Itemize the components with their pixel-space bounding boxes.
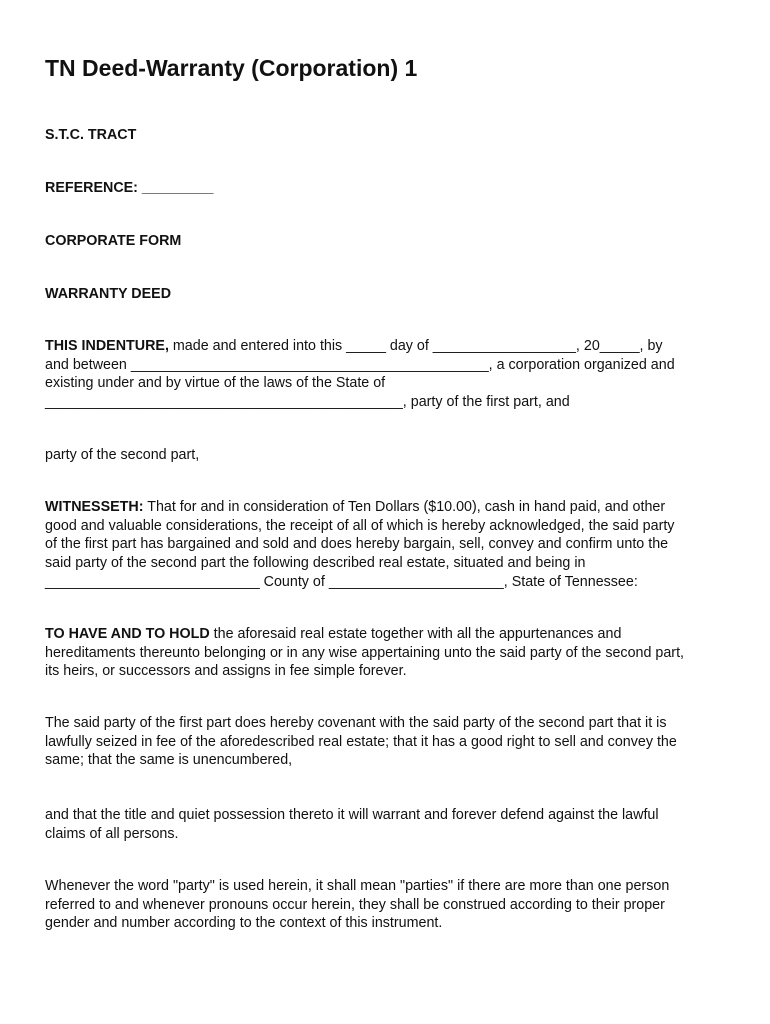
habendum-line-2: hereditaments thereunto belonging or in any wise appertaining unto the said party of the second part, xyxy=(45,644,685,661)
habendum-line-1-text: the aforesaid real estate together with all the appurtenances and xyxy=(209,626,622,642)
construction-line-2: referred to and whenever pronouns occur herein, they shall be construed according to their proper xyxy=(45,896,665,913)
indenture-line-4: _____________________________________________, party of the first part, and xyxy=(45,394,570,411)
warranty-line-2: claims of all persons. xyxy=(45,825,179,842)
witnesseth-line-1 xyxy=(45,498,735,517)
construction-line-3: gender and number according to the context of this instrument. xyxy=(45,915,443,932)
construction-line-1: Whenever the word "party" is used herein, it shall mean "parties" if there are more than one person xyxy=(45,878,670,894)
warranty-deed-heading: WARRANTY DEED xyxy=(45,286,172,302)
covenant-line-2: lawfully seized in fee of the aforedescribed real estate; that it has a good right to sell and convey the xyxy=(45,733,677,750)
second-party-line: party of the second part, xyxy=(45,447,200,463)
indenture-line-1 xyxy=(45,337,735,356)
indenture-line-3: existing under and by virtue of the laws of the State of xyxy=(45,375,386,392)
witnesseth-paragraph xyxy=(45,498,735,592)
habendum-line-3: its heirs, or successors and assigns in fee simple forever. xyxy=(45,663,407,680)
witnesseth-lead: WITNESSETH: xyxy=(45,499,144,515)
witnesseth-line-3: of the first part has bargained and sold and does hereby bargain, sell, convey and confirm unto the xyxy=(45,536,669,553)
construction-paragraph xyxy=(45,877,735,933)
habendum-line-1 xyxy=(45,625,735,644)
indenture-lead: THIS INDENTURE, xyxy=(45,338,169,354)
indenture-line-1-text: made and entered into this _____ day of __________________, 20_____, by xyxy=(168,338,663,354)
covenant-line-1: The said party of the first part does hereby covenant with the said party of the second part that it is xyxy=(45,715,667,731)
tract-heading: S.T.C. TRACT xyxy=(45,127,137,143)
covenant-paragraph xyxy=(45,714,735,770)
covenant-line-3: same; that the same is unencumbered, xyxy=(45,752,293,769)
witnesseth-line-2: good and valuable considerations, the receipt of all of which is hereby acknowledged, the said party xyxy=(45,517,675,534)
reference-heading: REFERENCE: _________ xyxy=(45,180,214,196)
corporate-form-heading: CORPORATE FORM xyxy=(45,233,182,249)
witnesseth-line-4: said party of the second part the following described real estate, situated and being in xyxy=(45,555,586,572)
indenture-line-2: and between _____________________________________________, a corporation organized and xyxy=(45,356,675,373)
warranty-line-1: and that the title and quiet possession thereto it will warrant and forever defend against the lawful xyxy=(45,807,659,823)
indenture-paragraph xyxy=(45,337,735,412)
witnesseth-line-5: ___________________________ County of ______________________, State of Tennessee: xyxy=(45,573,638,590)
witnesseth-line-1-text: That for and in consideration of Ten Dollars ($10.00), cash in hand paid, and other xyxy=(143,499,666,515)
habendum-lead: TO HAVE AND TO HOLD xyxy=(45,626,210,642)
second-party-paragraph xyxy=(45,446,735,465)
document-title: TN Deed-Warranty (Corporation) 1 xyxy=(45,55,418,81)
habendum-paragraph xyxy=(45,625,735,681)
warranty-paragraph xyxy=(45,806,735,843)
